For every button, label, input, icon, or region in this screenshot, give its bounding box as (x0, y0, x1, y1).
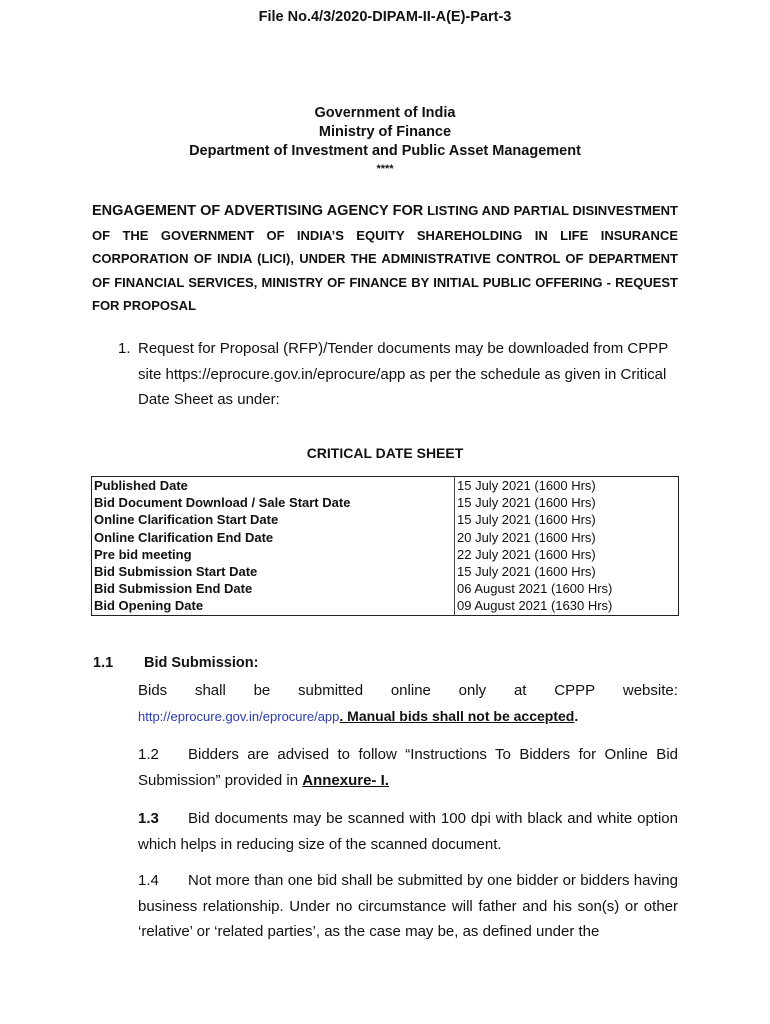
word: shall (194, 682, 226, 699)
paragraph-1-3 (138, 806, 678, 857)
paragraph-1-2 (138, 742, 678, 793)
row-value: 15 July 2021 (1600 Hrs) (455, 477, 679, 495)
table-row (92, 529, 679, 546)
row-label: Online Clarification Start Date (94, 512, 279, 528)
row-label: Bid Document Download / Sale Start Date (94, 495, 351, 511)
row-label: Bid Opening Date (94, 598, 204, 614)
header-ministry: Ministry of Finance (318, 124, 452, 140)
file-number: File No.4/3/2020-DIPAM-II-A(E)-Part-3 (258, 9, 512, 25)
point-1-text: Request for Proposal (RFP)/Tender documents may be downloaded from CPPP site https://eprocure.gov.in/eprocure/app as per the schedule as given in Critical Date Sheet as under: (138, 340, 668, 408)
table-row (92, 494, 679, 511)
word: CPPP (554, 682, 596, 699)
row-value: 09 August 2021 (1630 Hrs) (455, 597, 679, 615)
bid-submission-line (138, 682, 678, 699)
row-label: Bid Submission End Date (94, 581, 253, 597)
paragraph-1-3-number: 1.3 (138, 810, 159, 827)
header-department: Department of Investment and Public Asset Management (189, 143, 581, 159)
row-label: Published Date (94, 478, 188, 494)
row-value: 06 August 2021 (1600 Hrs) (455, 580, 679, 597)
subject-lead: ENGAGEMENT OF ADVERTISING AGENCY FOR (92, 203, 424, 219)
critical-date-sheet-title: CRITICAL DATE SHEET (306, 445, 464, 461)
paragraph-1-4-number: 1.4 (138, 872, 159, 889)
table-row (92, 511, 679, 528)
row-value: 15 July 2021 (1600 Hrs) (455, 563, 679, 580)
paragraph-1-4-text: Not more than one bid shall be submitted by one bidder or bidders having business relationship. Under no circumstance will father and his son(s) or other ‘relative’ or ‘related parties’, as the case may be, as defined under the (138, 872, 678, 940)
point-1 (118, 336, 678, 413)
table-row (92, 597, 679, 615)
table-row (92, 477, 679, 495)
row-label: Pre bid meeting (94, 546, 192, 562)
paragraph-1-2-text: Bidders are advised to follow “Instructions To Bidders for Online Bid Submission” provided in (138, 746, 678, 789)
header-government: Government of India (314, 105, 456, 121)
word: submitted (298, 682, 364, 699)
row-value: 15 July 2021 (1600 Hrs) (455, 494, 679, 511)
section-1-1-title: Bid Submission: (144, 655, 259, 671)
table-row (92, 580, 679, 597)
section-1-1-number: 1.1 (93, 655, 114, 671)
table-row (92, 563, 679, 580)
word: online (390, 682, 431, 699)
cppp-link[interactable]: http://eprocure.gov.in/eprocure/app (138, 709, 340, 724)
row-label: Online Clarification End Date (94, 529, 274, 545)
row-value: 15 July 2021 (1600 Hrs) (455, 511, 679, 528)
critical-date-table (91, 476, 679, 616)
subject-rest: LISTING AND PARTIAL DISINVESTMENT OF THE GOVERNMENT OF INDIA’S EQUITY SHAREHOLDING IN LIFE INSURANCE CORPORATION OF INDIA (LICI), UNDER THE ADMINISTRATIVE CONTROL OF DEPARTMENT OF FINANCIAL SERVICES, MINISTRY OF FINANCE BY INITIAL PUBLIC OFFERING - REQUEST FOR PROPOSAL (92, 203, 678, 314)
paragraph-1-2-number: 1.2 (138, 746, 159, 763)
paragraph-1-4 (138, 868, 678, 945)
paragraph-1-3-text: Bid documents may be scanned with 100 dpi with black and white option which helps in reducing size of the scanned document. (138, 810, 678, 853)
annexure-link[interactable]: Annexure- I. (302, 771, 389, 789)
subject-heading (92, 199, 678, 318)
row-value: 22 July 2021 (1600 Hrs) (455, 546, 679, 563)
header-stars: **** (376, 163, 394, 175)
row-label: Bid Submission Start Date (94, 564, 258, 580)
row-value: 20 July 2021 (1600 Hrs) (455, 529, 679, 546)
word: at (513, 682, 527, 699)
word: Bids (138, 682, 168, 699)
cppp-link-line (138, 708, 578, 724)
manual-bids-note: . Manual bids shall not be accepted (339, 708, 575, 724)
table-row (92, 546, 679, 563)
word: be (253, 682, 271, 699)
point-1-number: 1. (118, 340, 131, 357)
word: website: (622, 682, 678, 699)
word: only (458, 682, 487, 699)
manual-bids-period: . (574, 708, 579, 724)
